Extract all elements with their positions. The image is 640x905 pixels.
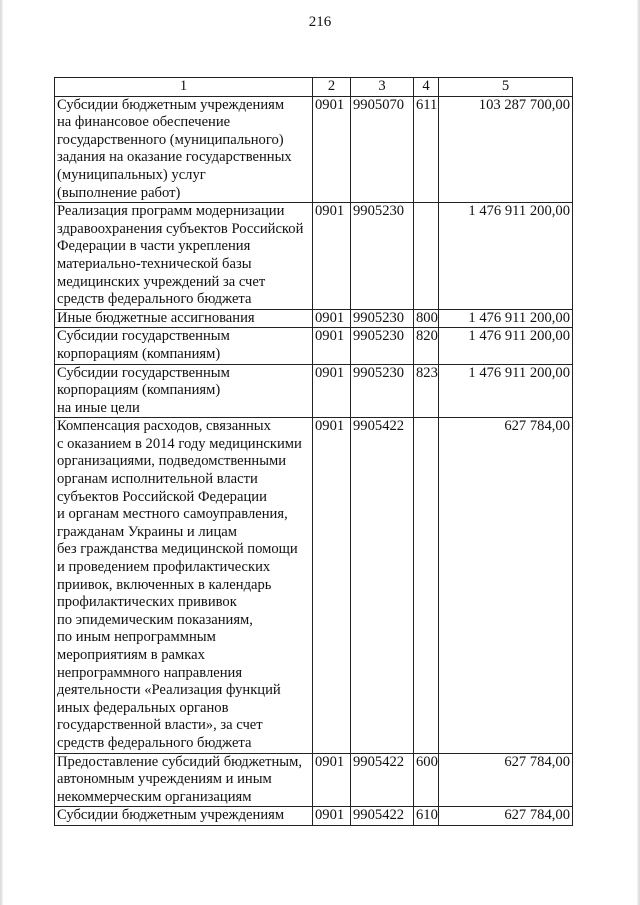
row-target: 9905230 [351, 364, 414, 418]
row-section: 0901 [313, 418, 351, 753]
row-name: Иные бюджетные ассигнования [55, 309, 313, 328]
row-target: 9905070 [351, 96, 414, 203]
column-header-name: 1 [55, 78, 313, 97]
column-header-target: 3 [351, 78, 414, 97]
row-section: 0901 [313, 328, 351, 364]
row-name: Предоставление субсидий бюджетным, автономным учреждениям и иным некоммерческим организациям [55, 753, 313, 807]
row-name: Субсидии бюджетным учреждениям на финансовое обеспечение государственного (муниципального) задания на оказание государственных (муниципальных) услуг (выполнение работ) [55, 96, 313, 203]
row-amount: 627 784,00 [439, 807, 573, 826]
row-amount: 627 784,00 [439, 753, 573, 807]
column-header-type: 4 [414, 78, 439, 97]
row-section: 0901 [313, 364, 351, 418]
scan-edge-left [0, 0, 3, 905]
row-type: 611 [414, 96, 439, 203]
row-name: Субсидии государственным корпорациям (компаниям) на иные цели [55, 364, 313, 418]
row-amount: 1 476 911 200,00 [439, 364, 573, 418]
table-row [55, 753, 573, 807]
row-target: 9905230 [351, 328, 414, 364]
row-type: 600 [414, 753, 439, 807]
row-section: 0901 [313, 753, 351, 807]
row-name: Субсидии бюджетным учреждениям [55, 807, 313, 826]
table-header-row [55, 78, 573, 97]
row-type: 820 [414, 328, 439, 364]
table-row [55, 364, 573, 418]
row-amount: 627 784,00 [439, 418, 573, 753]
column-header-amount: 5 [439, 78, 573, 97]
row-target: 9905230 [351, 203, 414, 310]
row-amount: 103 287 700,00 [439, 96, 573, 203]
row-section: 0901 [313, 807, 351, 826]
row-section: 0901 [313, 96, 351, 203]
table-row [55, 96, 573, 203]
row-name: Компенсация расходов, связанных с оказанием в 2014 году медицинскими организациями, подведомственными органам исполнительной власти субъектов Российской Федерации и органам местного самоуправления, гражданам Украины и лицам без гражданства медицинской помощи и проведением профилактических приивок, включенных в календарь профилактических прививок по эпидемическим показаниям, по иным непрограммным мероприятиям в рамках непрограммного направления деятельности «Реализация функций иных федеральных органов государственной власти», за счет средств федерального бюджета [55, 418, 313, 753]
row-type: 610 [414, 807, 439, 826]
row-name: Реализация программ модернизации здравоохранения субъектов Российской Федерации в части укрепления материально-технической базы медицинских учреждений за счет средств федерального бюджета [55, 203, 313, 310]
table-row [55, 203, 573, 310]
row-target: 9905422 [351, 753, 414, 807]
row-section: 0901 [313, 203, 351, 310]
page-number: 216 [308, 14, 332, 30]
table-row [55, 328, 573, 364]
row-target: 9905422 [351, 807, 414, 826]
row-amount: 1 476 911 200,00 [439, 309, 573, 328]
table-row [55, 418, 573, 753]
column-header-section: 2 [313, 78, 351, 97]
row-type [414, 418, 439, 753]
row-target: 9905230 [351, 309, 414, 328]
row-type: 800 [414, 309, 439, 328]
row-name: Субсидии государственным корпорациям (компаниям) [55, 328, 313, 364]
budget-table [54, 77, 573, 826]
row-section: 0901 [313, 309, 351, 328]
table-row [55, 807, 573, 826]
row-type [414, 203, 439, 310]
row-type: 823 [414, 364, 439, 418]
row-amount: 1 476 911 200,00 [439, 328, 573, 364]
row-amount: 1 476 911 200,00 [439, 203, 573, 310]
row-target: 9905422 [351, 418, 414, 753]
table-row [55, 309, 573, 328]
